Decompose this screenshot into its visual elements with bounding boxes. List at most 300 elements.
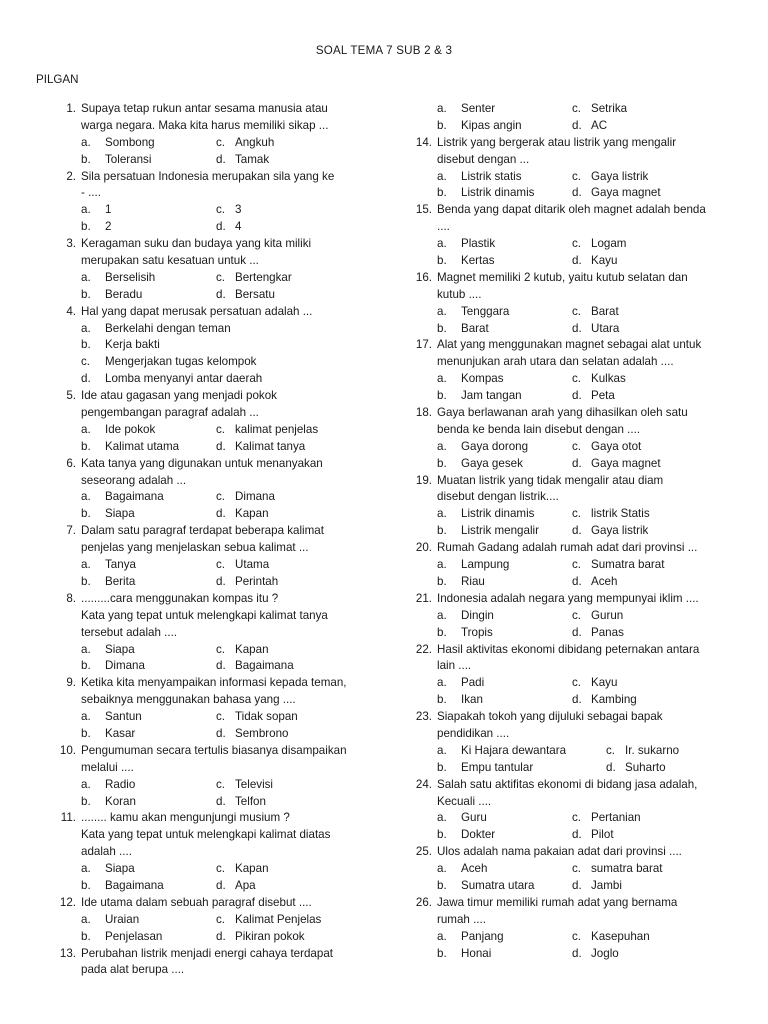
option-text: kalimat penjelas [235,422,319,436]
question-number: 14. [415,135,432,149]
option-text: Sombong [105,135,155,149]
option-text: Tamak [235,152,270,166]
option-letter: c. [606,743,616,757]
question-number: 6. [66,456,76,470]
option-text: Uraian [105,912,140,926]
option-text: Angkuh [235,135,275,149]
question-number: 20. [415,541,432,555]
question-text: lain .... [437,659,472,673]
question-text: Hasil aktivitas ekonomi dibidang peternakan antara [437,642,700,656]
option-letter: a. [437,862,447,876]
question-line [50,540,370,557]
option-letter: a. [81,642,91,656]
option-text: Ide pokok [105,422,156,436]
option-letter: a. [437,743,447,757]
option-text: Setrika [591,102,628,115]
option-letter: b. [81,574,91,588]
answer-option-row [406,827,751,844]
question-text: Supaya tetap rukun antar sesama manusia atau [81,102,328,115]
question-number: 23. [415,710,432,724]
question-line [406,270,751,287]
option-letter: b. [437,946,447,960]
option-letter: c. [572,439,582,453]
question-text: Ketika kita menyampaikan informasi kepada teman, [81,676,347,690]
option-letter: d. [216,574,226,588]
question-number: 3. [66,237,76,251]
option-text: Pilot [591,828,614,842]
option-letter: c. [216,912,226,926]
option-letter: c. [572,676,582,690]
question-line [50,810,370,827]
question-text: kutub .... [437,287,482,301]
answer-option-row [50,726,370,743]
option-text: sumatra barat [591,862,663,876]
option-letter: d. [572,524,582,538]
answer-option-row [406,321,751,338]
option-letter: c. [216,490,226,504]
option-letter: c. [572,169,582,183]
option-text: Listrik dinamis [461,507,535,521]
question-text: Salah satu aktifitas ekonomi di bidang jasa adalah, [437,777,698,791]
answer-option-row [406,861,751,878]
question-number: 2. [66,169,76,183]
question-number: 19. [415,473,432,487]
option-text: Dingin [461,608,494,622]
answer-option-row [50,439,370,456]
option-text: Kulkas [591,372,626,386]
option-letter: b. [81,726,91,740]
question-number: 21. [415,591,432,605]
option-letter: d. [572,389,582,403]
option-letter: a. [81,270,91,284]
option-text: Kapan [235,507,269,521]
option-text: Televisi [235,777,274,791]
question-text: seseorang adalah ... [81,473,187,487]
option-text: Pertanian [591,811,641,825]
answer-option-row [50,371,370,388]
option-letter: c. [216,203,226,217]
question-line [50,844,370,861]
question-line [406,219,751,236]
question-line [406,540,751,557]
option-letter: b. [81,659,91,673]
option-letter: d. [216,220,226,234]
option-text: Peta [591,389,615,403]
question-line [50,236,370,253]
question-line [50,185,370,202]
option-letter: c. [216,135,226,149]
question-number: 24. [415,777,432,791]
option-letter: d. [572,456,582,470]
option-letter: c. [216,558,226,572]
option-text: Ikan [461,693,483,707]
answer-option-row [406,236,751,253]
option-text: Riau [461,574,485,588]
question-line [50,962,370,979]
question-text: adalah .... [81,845,132,859]
question-number: 18. [415,406,432,420]
option-letter: d. [572,828,582,842]
question-number: 11. [60,811,76,825]
option-letter: c. [572,237,582,251]
question-line [406,912,751,929]
option-letter: a. [437,304,447,318]
option-text: Penjelasan [105,929,163,943]
question-text: Rumah Gadang adalah rumah adat dari provinsi ... [437,541,698,555]
section-label: PILGAN [36,73,79,86]
question-line [406,726,751,743]
answer-option-row [406,185,751,202]
option-text: Dimana [235,490,275,504]
question-text: Perubahan listrik menjadi energi cahaya terdapat [81,946,333,960]
option-letter: a. [81,422,91,436]
answer-option-row [50,658,370,675]
option-letter: a. [437,102,447,115]
answer-option-row [50,422,370,439]
option-text: AC [591,118,608,132]
option-text: Ir. sukarno [625,743,680,757]
question-text: melalui .... [81,760,134,774]
answer-option-row [406,304,751,321]
question-line [406,337,751,354]
answer-option-row [50,287,370,304]
question-line [406,422,751,439]
option-letter: d. [216,929,226,943]
question-text: Ulos adalah nama pakaian adat dari provinsi .... [437,845,682,859]
option-letter: c. [572,507,582,521]
option-text: Lomba menyanyi antar daerah [105,372,263,386]
option-text: Berita [105,574,136,588]
option-text: Kalimat Penjelas [235,912,322,926]
answer-option-row [406,118,751,135]
question-text: sebaiknya menggunakan bahasa yang .... [81,693,296,707]
answer-option-row [406,506,751,523]
option-letter: d. [216,507,226,521]
option-letter: a. [437,558,447,572]
option-text: Koran [105,794,136,808]
question-line [406,794,751,811]
option-text: Barat [461,321,489,335]
answer-option-row [406,523,751,540]
option-text: Kalimat utama [105,439,180,453]
question-line [406,152,751,169]
answer-option-row [406,388,751,405]
option-letter: a. [81,862,91,876]
option-letter: b. [81,439,91,453]
option-text: Telfon [235,794,266,808]
option-text: Siapa [105,507,135,521]
question-text: pada alat berupa .... [81,963,185,977]
question-text: menunjukan arah utara dan selatan adalah .... [437,355,674,369]
answer-option-row [406,101,751,118]
option-text: Guru [461,811,487,825]
question-text: Jawa timur memiliki rumah adat yang bernama [437,895,678,909]
option-letter: a. [81,912,91,926]
option-letter: b. [437,828,447,842]
option-text: Beradu [105,287,143,301]
option-letter: b. [81,507,91,521]
option-text: Listrik statis [461,169,522,183]
answer-option-row [406,692,751,709]
question-text: pengembangan paragraf adalah ... [81,406,259,420]
question-line [50,169,370,186]
question-text: Dalam satu paragraf terdapat beberapa kalimat [81,524,324,538]
option-text: Dokter [461,828,496,842]
question-line [50,405,370,422]
option-letter: c. [572,811,582,825]
option-text: Gaya dorong [461,439,529,453]
option-letter: c. [572,862,582,876]
option-letter: c. [572,304,582,318]
question-number: 9. [66,676,76,690]
option-text: Gaya magnet [591,186,661,200]
answer-option-row [50,574,370,591]
option-text: Gaya otot [591,439,642,453]
answer-option-row [406,946,751,963]
answer-option-row [50,152,370,169]
option-text: Siapa [105,642,135,656]
option-text: Honai [461,946,492,960]
option-text: Tenggara [461,304,510,318]
option-letter: c. [572,372,582,386]
question-line [406,709,751,726]
option-letter: d. [216,439,226,453]
option-letter: b. [81,287,91,301]
option-letter: a. [81,321,91,335]
question-number: 22. [415,642,432,656]
option-text: Listrik dinamis [461,186,535,200]
option-letter: a. [437,169,447,183]
option-letter: b. [81,929,91,943]
option-text: Suharto [625,760,666,774]
answer-option-row [406,675,751,692]
question-text: Kecuali .... [437,794,492,808]
option-letter: a. [437,372,447,386]
option-letter: a. [81,710,91,724]
option-text: Kambing [591,693,637,707]
option-text: Panas [591,625,624,639]
option-letter: c. [572,608,582,622]
answer-option-row [50,777,370,794]
answer-option-row [50,557,370,574]
option-text: Kerja bakti [105,338,160,352]
option-letter: b. [437,524,447,538]
option-letter: d. [572,118,582,132]
option-letter: c. [572,558,582,572]
question-text: ........ kamu akan mengunjungi musium ? [81,811,290,825]
option-letter: a. [81,203,91,217]
answer-option-row [50,912,370,929]
question-number: 13. [59,946,76,960]
question-text: Ide atau gagasan yang menjadi pokok [81,389,277,403]
answer-option-row [50,337,370,354]
option-letter: b. [437,693,447,707]
answer-option-row [406,456,751,473]
question-line [50,118,370,135]
question-text: warga negara. Maka kita harus memiliki sikap ... [81,118,329,132]
option-text: Bagaimana [235,659,294,673]
question-number: 26. [415,895,432,909]
question-line [50,523,370,540]
answer-option-row [50,506,370,523]
question-line [50,675,370,692]
option-letter: d. [572,186,582,200]
option-text: Bagaimana [105,878,164,892]
option-letter: a. [437,811,447,825]
question-text: - .... [81,186,101,200]
option-text: Plastik [461,237,496,251]
option-text: Perintah [235,574,279,588]
option-text: Utara [591,321,620,335]
question-line [50,625,370,642]
option-letter: b. [81,220,91,234]
option-text: Kapan [235,642,269,656]
question-line [50,473,370,490]
question-text: Sila persatuan Indonesia merupakan sila yang ke [81,169,335,183]
question-number: 7. [66,524,76,538]
option-text: Kompas [461,372,504,386]
option-text: Mengerjakan tugas kelompok [105,355,257,369]
option-letter: c. [572,929,582,943]
option-letter: a. [437,237,447,251]
option-letter: c. [216,270,226,284]
question-line [406,287,751,304]
question-number: 8. [66,591,76,605]
option-text: Panjang [461,929,504,943]
question-line [406,658,751,675]
question-line [406,202,751,219]
option-letter: b. [437,878,447,892]
option-letter: a. [437,929,447,943]
question-line [406,844,751,861]
option-letter: b. [437,760,447,774]
option-text: Utama [235,558,270,572]
question-number: 15. [415,203,432,217]
option-text: Santun [105,710,142,724]
answer-option-row [406,574,751,591]
question-text: .........cara menggunakan kompas itu ? [81,591,279,605]
question-text: Kata yang tepat untuk melengkapi kalimat diatas [81,828,331,842]
option-text: Kayu [591,676,618,690]
question-number: 12. [59,895,76,909]
question-line [50,388,370,405]
option-letter: b. [437,389,447,403]
option-text: Kasar [105,726,136,740]
option-text: Apa [235,878,256,892]
question-line [406,135,751,152]
option-text: Kipas angin [461,118,522,132]
option-text: Empu tantular [461,760,534,774]
question-text: Hal yang dapat merusak persatuan adalah ... [81,304,313,318]
question-text: Ide utama dalam sebuah paragraf disebut .... [81,895,312,909]
question-number: 17. [415,338,432,352]
answer-option-row [50,794,370,811]
question-line [406,405,751,422]
option-text: Kalimat tanya [235,439,306,453]
answer-option-row [406,625,751,642]
answer-option-row [406,743,751,760]
option-text: Pikiran pokok [235,929,305,943]
option-text: Lampung [461,558,510,572]
option-letter: c. [81,355,91,369]
option-text: Joglo [591,946,619,960]
question-column-left [50,101,370,979]
option-text: 4 [235,220,242,234]
option-text: Gaya listrik [591,169,649,183]
question-text: Keragaman suku dan budaya yang kita miliki [81,237,312,251]
question-text: Indonesia adalah negara yang mempunyai iklim .... [437,591,699,605]
question-line [50,692,370,709]
option-text: Berkelahi dengan teman [105,321,231,335]
option-letter: d. [216,726,226,740]
answer-option-row [406,929,751,946]
question-text: pendidikan .... [437,726,510,740]
question-line [406,642,751,659]
option-letter: d. [572,254,582,268]
question-line [50,456,370,473]
option-letter: d. [216,152,226,166]
option-text: Sumatra utara [461,878,535,892]
answer-option-row [50,489,370,506]
question-line [50,895,370,912]
option-letter: d. [572,878,582,892]
question-line [50,101,370,118]
option-text: Tidak sopan [235,710,298,724]
option-text: Kasepuhan [591,929,650,943]
question-number: 1. [66,102,76,115]
option-text: Ki Hajara dewantara [461,743,567,757]
page-title: SOAL TEMA 7 SUB 2 & 3 [315,44,453,57]
option-text: Tanya [105,558,136,572]
answer-option-row [50,861,370,878]
answer-option-row [50,354,370,371]
option-text: Sembrono [235,726,289,740]
answer-option-row [406,439,751,456]
question-text: rumah .... [437,912,486,926]
option-text: Kertas [461,254,495,268]
option-letter: b. [437,118,447,132]
question-line [50,827,370,844]
question-line [50,591,370,608]
question-text: Siapakah tokoh yang dijuluki sebagai bapak [437,710,663,724]
option-letter: a. [81,490,91,504]
answer-option-row [406,878,751,895]
option-text: Barat [591,304,619,318]
option-letter: b. [81,878,91,892]
question-text: Pengumuman secara tertulis biasanya disampaikan [81,743,347,757]
option-letter: a. [81,135,91,149]
question-text: penjelas yang menjelaskan sebua kalimat ... [81,541,309,555]
option-letter: d. [572,321,582,335]
answer-option-row [50,270,370,287]
option-text: Berselisih [105,270,156,284]
option-letter: b. [437,321,447,335]
question-number: 25. [415,845,432,859]
question-number: 4. [66,304,76,318]
option-text: Tropis [461,625,493,639]
option-text: Toleransi [105,152,152,166]
option-text: Dimana [105,659,145,673]
question-line [406,591,751,608]
question-line [406,489,751,506]
option-text: Padi [461,676,485,690]
option-letter: a. [437,676,447,690]
question-text: Magnet memiliki 2 kutub, yaitu kutub selatan dan [437,270,688,284]
option-text: Logam [591,237,627,251]
option-text: 1 [105,203,112,217]
option-letter: b. [437,574,447,588]
question-text: merupakan satu kesatuan untuk ... [81,254,259,268]
